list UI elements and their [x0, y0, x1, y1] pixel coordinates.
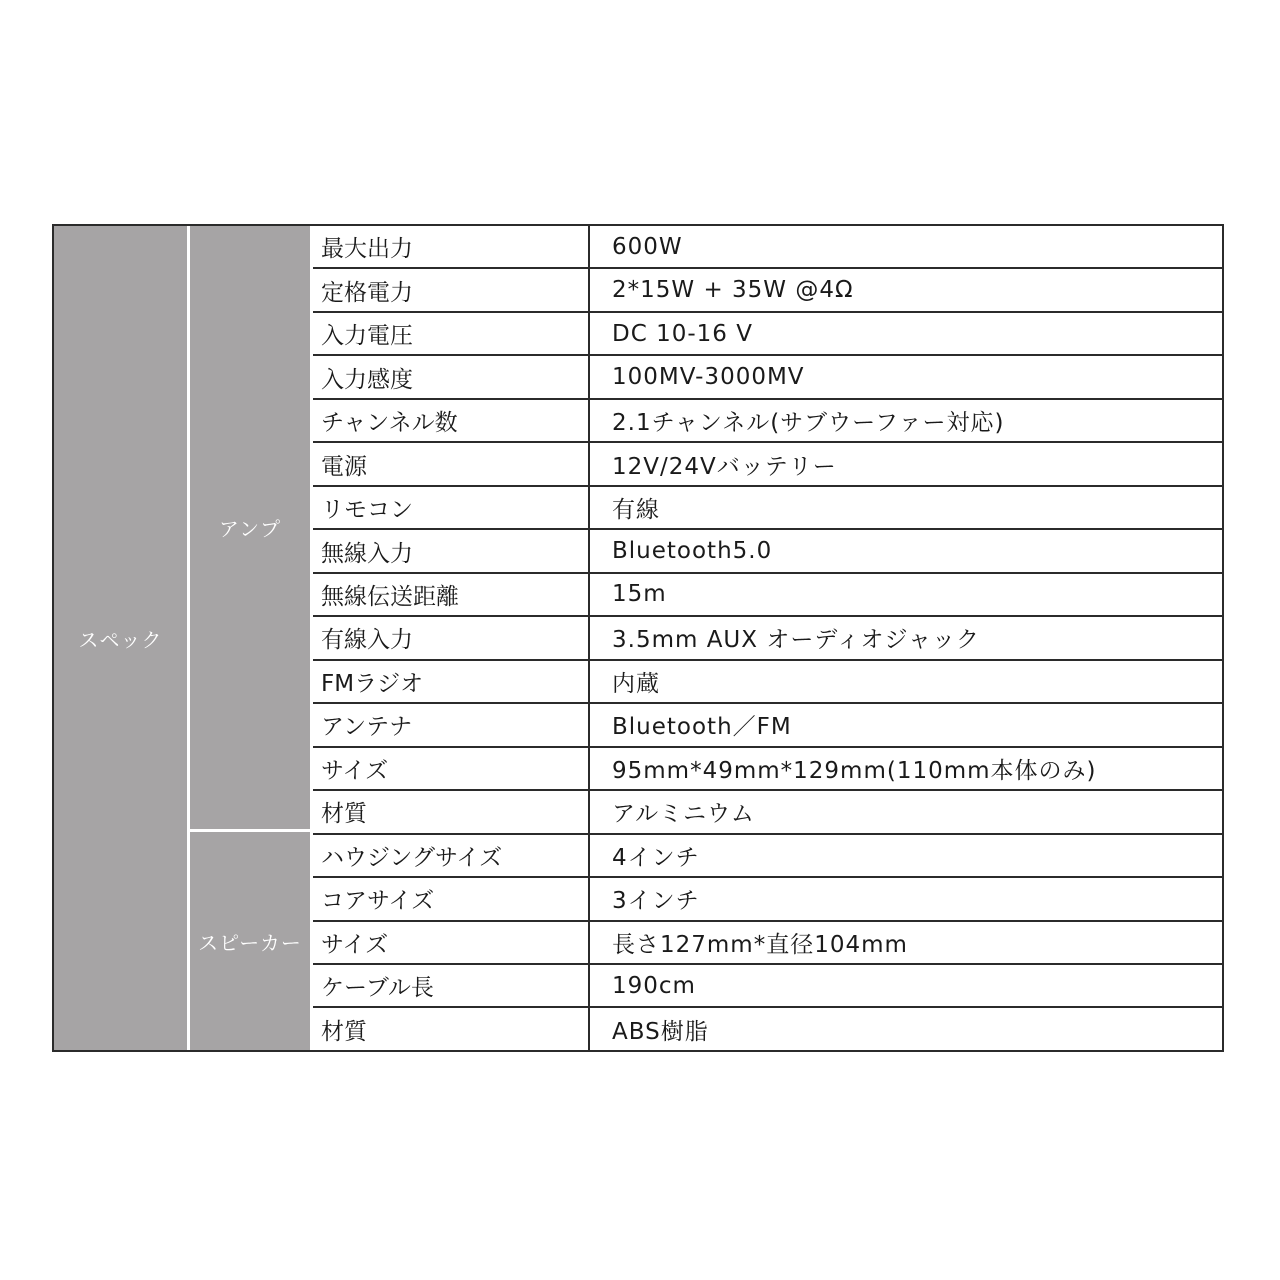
- row-key: コアサイズ: [313, 878, 590, 919]
- row-value: Bluetooth／FM: [612, 714, 792, 741]
- row-value: 100MV-3000MV: [612, 364, 805, 391]
- row-key: チャンネル数: [313, 400, 590, 441]
- row-value: 3.5mm AUX オーディオジャック: [612, 627, 981, 654]
- row-key: 材質: [313, 1008, 590, 1049]
- row-key: 電源: [313, 443, 590, 484]
- table-row: [313, 574, 1222, 617]
- table-row: [313, 704, 1222, 747]
- group-label-speaker: スピーカー: [190, 832, 310, 1050]
- table-row: [313, 617, 1222, 660]
- row-value: アルミニウム: [612, 801, 755, 828]
- table-row: [313, 791, 1222, 834]
- row-key: 定格電力: [313, 269, 590, 310]
- table-row: [313, 487, 1222, 530]
- row-value: 15m: [612, 581, 667, 608]
- spec-table: [52, 224, 1224, 1052]
- table-row: [313, 965, 1222, 1008]
- table-row: [313, 443, 1222, 486]
- row-key: 入力電圧: [313, 313, 590, 354]
- table-row: [313, 661, 1222, 704]
- row-key: ハウジングサイズ: [313, 835, 590, 876]
- row-value: 600W: [612, 233, 683, 260]
- table-row: [313, 530, 1222, 573]
- row-key: サイズ: [313, 748, 590, 789]
- row-key: 無線入力: [313, 530, 590, 571]
- row-key: 入力感度: [313, 356, 590, 397]
- spec-rows: [313, 226, 1222, 1050]
- table-row: [313, 313, 1222, 356]
- row-key: アンテナ: [313, 704, 590, 745]
- row-key: FMラジオ: [313, 661, 590, 702]
- row-key: 最大出力: [313, 226, 590, 267]
- row-key: ケーブル長: [313, 965, 590, 1006]
- group-label-amp: アンプ: [190, 226, 310, 832]
- group-labels: [190, 226, 313, 1050]
- table-row: [313, 400, 1222, 443]
- row-value: 長さ127mm*直径104mm: [612, 931, 908, 958]
- row-value: 3インチ: [612, 888, 700, 915]
- row-value: Bluetooth5.0: [612, 538, 773, 565]
- row-key: リモコン: [313, 487, 590, 528]
- row-value: DC 10-16 V: [612, 320, 753, 347]
- row-key: 材質: [313, 791, 590, 832]
- table-row: [313, 269, 1222, 312]
- table-row: [313, 1008, 1222, 1049]
- row-value: 190cm: [612, 972, 696, 999]
- row-value: 95mm*49mm*129mm(110mm本体のみ): [612, 757, 1097, 784]
- table-row: [313, 356, 1222, 399]
- row-value: ABS樹脂: [612, 1018, 709, 1045]
- table-row: [313, 835, 1222, 878]
- table-row: [313, 878, 1222, 921]
- spec-category-label: スペック: [54, 226, 190, 1050]
- table-row: [313, 748, 1222, 791]
- row-key: 有線入力: [313, 617, 590, 658]
- row-value: 2*15W + 35W @4Ω: [612, 277, 854, 304]
- row-key: 無線伝送距離: [313, 574, 590, 615]
- row-value: 内蔵: [612, 670, 660, 697]
- table-row: [313, 922, 1222, 965]
- row-value: 2.1チャンネル(サブウーファー対応): [612, 410, 1005, 437]
- row-key: サイズ: [313, 922, 590, 963]
- table-row: [313, 226, 1222, 269]
- row-value: 4インチ: [612, 844, 700, 871]
- row-value: 有線: [612, 497, 660, 524]
- row-value: 12V/24Vバッテリー: [612, 453, 837, 480]
